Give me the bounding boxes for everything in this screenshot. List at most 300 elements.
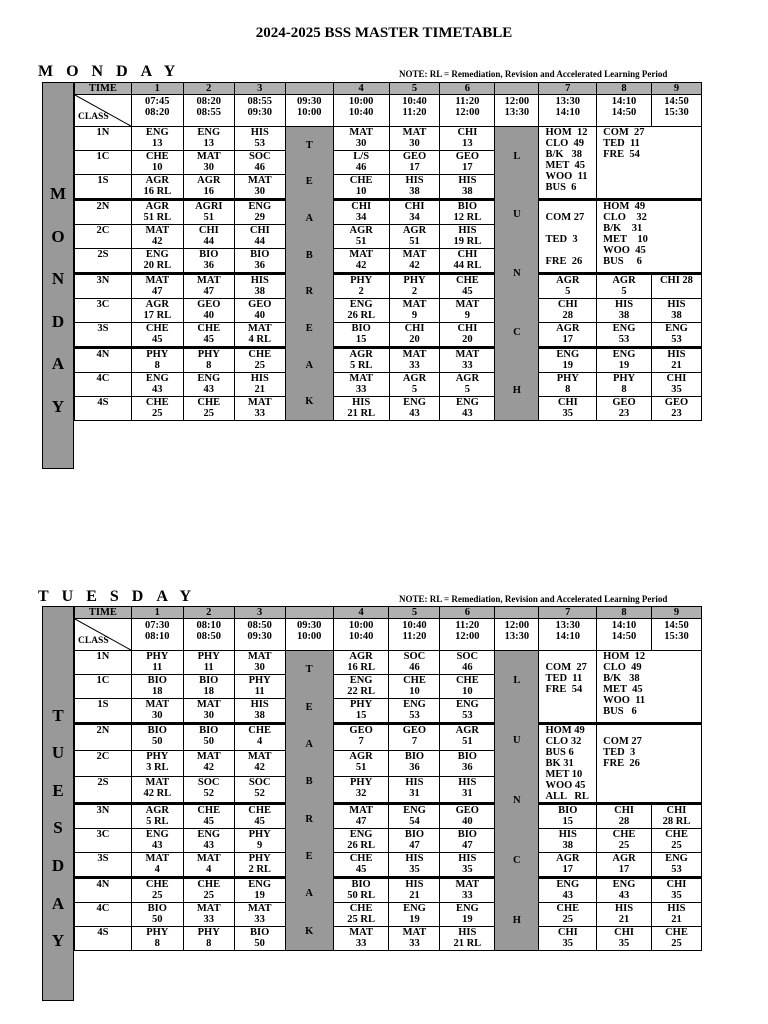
room: 25 xyxy=(618,840,630,851)
room: 42 xyxy=(203,762,214,774)
time-start: 10:40 xyxy=(402,620,427,631)
monday-side-label xyxy=(42,82,74,469)
subject-cell xyxy=(131,699,183,724)
subject-cell xyxy=(440,651,495,675)
subject: ENG xyxy=(403,805,426,816)
subject-cell xyxy=(597,299,652,323)
room: 36 xyxy=(462,762,473,774)
subject-cell xyxy=(440,151,495,175)
subject: ENG xyxy=(145,373,169,384)
subject: CHE xyxy=(197,323,221,334)
lunch-letter: U xyxy=(513,735,521,747)
subject: MAT xyxy=(196,751,221,763)
subject: ENG xyxy=(612,879,636,890)
subject: BIO xyxy=(199,249,219,260)
room: 20 xyxy=(409,334,420,345)
subject: BIO xyxy=(457,829,477,840)
afternoon-options-right: COM 27 TED 11 FRE 54 xyxy=(597,127,702,200)
room: 8 xyxy=(621,384,627,395)
subject: GEO xyxy=(455,151,480,162)
subject: AGR xyxy=(145,805,169,816)
subject-cell xyxy=(333,225,389,249)
subject: MAT xyxy=(402,299,427,310)
subject-cell xyxy=(539,299,597,323)
subject: BIO xyxy=(457,751,477,763)
subject-cell xyxy=(333,348,389,373)
time-slot xyxy=(651,95,701,127)
subject-cell xyxy=(131,151,183,175)
subject-cell xyxy=(539,878,597,903)
room: 31 xyxy=(462,787,473,799)
subject: MAT xyxy=(349,373,374,384)
subject-cell xyxy=(539,323,597,348)
room: 54 xyxy=(409,816,420,827)
subject-cell xyxy=(333,274,389,299)
subject: HIS xyxy=(352,397,371,408)
subject-cell xyxy=(131,348,183,373)
room: 45 xyxy=(254,816,265,827)
subject-cell xyxy=(234,397,285,421)
subject: HIS xyxy=(250,127,269,138)
subject-cell xyxy=(389,878,440,903)
room: 28 RL xyxy=(662,816,691,827)
room: 50 RL xyxy=(347,890,375,901)
time-end: 11:20 xyxy=(402,107,427,118)
subject-cell xyxy=(440,829,495,853)
subject: ENG xyxy=(403,903,426,914)
room: 19 xyxy=(618,360,630,371)
room: 53 xyxy=(671,334,682,345)
subject: CHE xyxy=(349,175,373,186)
subject: CHI xyxy=(666,879,687,890)
subject-cell xyxy=(333,299,389,323)
subject: HIS xyxy=(614,903,634,914)
subject: ENG xyxy=(197,829,221,840)
time-end: 12:00 xyxy=(455,631,480,642)
time-end: 10:00 xyxy=(296,631,322,642)
class-name: 1C xyxy=(75,151,132,175)
subject: PHY xyxy=(350,699,373,710)
subject: CHE xyxy=(403,675,426,686)
subject: ENG xyxy=(349,829,373,840)
subject-cell xyxy=(389,804,440,829)
subject: PHY xyxy=(248,675,271,686)
room: 17 xyxy=(562,334,574,345)
break-letter: A xyxy=(305,359,314,371)
subject-cell xyxy=(234,175,285,200)
subject: HIS xyxy=(667,299,686,310)
room: 28 xyxy=(562,310,574,321)
subject: MAT xyxy=(349,805,373,816)
subject-cell xyxy=(333,878,389,903)
class-name: 3C xyxy=(75,829,132,853)
subject: ENG xyxy=(556,349,580,360)
subject-cell xyxy=(183,348,234,373)
break-letter: T xyxy=(305,139,313,151)
time-slot xyxy=(389,95,440,127)
room: 42 RL xyxy=(143,787,172,799)
subject-cell xyxy=(389,249,440,274)
break-letter: B xyxy=(305,776,313,788)
room: 43 xyxy=(203,384,215,395)
room: 30 xyxy=(152,710,163,721)
time-slot xyxy=(285,95,333,127)
subject: ENG xyxy=(349,675,373,686)
time-start: 07:30 xyxy=(145,620,170,631)
time-header: TIME xyxy=(75,83,132,95)
room: 43 xyxy=(462,408,473,419)
room: 17 xyxy=(409,162,420,173)
time-slot xyxy=(440,95,495,127)
time-slot xyxy=(333,619,389,651)
subject: GEO xyxy=(612,397,636,408)
subject-cell xyxy=(183,903,234,927)
subject-cell xyxy=(131,651,183,675)
subject: L/S xyxy=(353,151,370,162)
room: 38 xyxy=(254,710,265,721)
period-number: 2 xyxy=(183,607,234,619)
time-end: 10:40 xyxy=(348,631,374,642)
subject: CHI xyxy=(457,323,478,334)
room: 5 xyxy=(411,384,418,395)
time-start: 13:30 xyxy=(555,620,581,631)
class-name: 3S xyxy=(75,853,132,878)
room: 29 xyxy=(254,212,266,223)
subject-cell xyxy=(539,903,597,927)
subject-cell xyxy=(131,323,183,348)
subject-cell xyxy=(131,274,183,299)
room: 7 xyxy=(411,736,418,747)
subject: MAT xyxy=(402,349,427,360)
subject: AGR xyxy=(402,373,427,384)
subject: CHE xyxy=(145,879,169,890)
subject: BIO xyxy=(147,675,167,686)
subject-cell xyxy=(597,323,652,348)
room: 5 xyxy=(464,384,470,395)
subject: BIO xyxy=(351,323,371,334)
subject: MAT xyxy=(402,927,427,938)
subject: ENG xyxy=(455,903,479,914)
time-start: 14:10 xyxy=(611,96,637,107)
break-letter: T xyxy=(305,664,313,676)
page-title: 2024-2025 BSS MASTER TIMETABLE xyxy=(255,25,513,41)
subject-cell xyxy=(131,853,183,878)
room: 53 xyxy=(618,334,630,345)
break-column xyxy=(285,127,333,421)
period-number: 1 xyxy=(131,83,183,95)
subject: HIS xyxy=(405,776,424,788)
subject-cell xyxy=(333,675,389,699)
room: 35 xyxy=(462,864,473,875)
room: 30 xyxy=(254,662,265,673)
room: 10 xyxy=(409,686,420,697)
subject-cell xyxy=(131,225,183,249)
subject: HIS xyxy=(405,879,424,890)
subject: ENG xyxy=(403,397,426,408)
subject-cell xyxy=(440,853,495,878)
subject: BIO xyxy=(147,903,167,914)
room: 44 RL xyxy=(453,260,482,271)
subject: MAT xyxy=(196,699,221,710)
subject: GEO xyxy=(197,299,221,310)
subject-cell xyxy=(651,927,701,951)
subject: ENG xyxy=(403,699,426,710)
subject-cell xyxy=(389,200,440,225)
subject: HIS xyxy=(614,299,634,310)
class-name: 1C xyxy=(75,675,132,699)
subject-cell xyxy=(539,804,597,829)
room: 8 xyxy=(154,360,160,371)
room: 26 RL xyxy=(347,310,376,321)
subject: MAT xyxy=(247,323,272,334)
subject-cell xyxy=(131,675,183,699)
time-start: 08:20 xyxy=(196,96,222,107)
lunch-letter: N xyxy=(513,267,521,279)
class-name: 2S xyxy=(75,249,132,274)
room: 33 xyxy=(355,384,367,395)
subject-cell xyxy=(333,724,389,751)
subject: AGR xyxy=(349,751,373,763)
subject-cell xyxy=(389,151,440,175)
subject: BIO xyxy=(558,805,578,816)
subject: CHE xyxy=(455,675,479,686)
room: 35 xyxy=(562,938,574,949)
period-number xyxy=(285,83,333,95)
subject-cell xyxy=(131,200,183,225)
room: 35 xyxy=(562,408,574,419)
time-slot xyxy=(597,95,652,127)
subject: ENG xyxy=(145,127,169,138)
subject-cell xyxy=(183,751,234,777)
room: 13 xyxy=(462,138,473,149)
subject: AGR xyxy=(197,175,221,186)
room: 19 xyxy=(562,360,574,371)
time-start: 11:20 xyxy=(455,96,480,107)
subject-cell xyxy=(234,249,285,274)
room: 53 xyxy=(462,710,473,721)
time-end: 08:20 xyxy=(145,107,170,118)
subject-cell xyxy=(651,397,701,421)
subject: GEO xyxy=(402,151,427,162)
time-start: 10:40 xyxy=(402,96,427,107)
subject-cell xyxy=(597,274,652,299)
subject: SOC xyxy=(248,776,271,788)
room: 50 xyxy=(254,938,265,949)
subject: SOC xyxy=(197,776,220,788)
period-number xyxy=(285,607,333,619)
room: 51 xyxy=(355,762,367,774)
subject-cell xyxy=(234,853,285,878)
subject-cell xyxy=(131,751,183,777)
break-letter: E xyxy=(305,322,313,334)
room: 19 RL xyxy=(453,236,482,247)
room: 33 xyxy=(203,914,214,925)
subject-cell xyxy=(389,675,440,699)
room: 45 xyxy=(355,864,367,875)
room: 25 RL xyxy=(347,914,375,925)
time-start: 09:30 xyxy=(297,96,322,107)
subject-cell xyxy=(597,853,652,878)
time-start: 07:45 xyxy=(145,96,170,107)
class-name: 2N xyxy=(75,724,132,751)
subject-cell xyxy=(183,225,234,249)
subject: PHY xyxy=(146,651,169,662)
subject-cell xyxy=(440,274,495,299)
subject-cell xyxy=(131,373,183,397)
room: 21 RL xyxy=(453,938,482,949)
class-header xyxy=(75,95,132,127)
subject-cell xyxy=(183,127,234,151)
subject: HIS xyxy=(405,853,424,864)
class-label: CLASS xyxy=(78,112,109,122)
time-slot xyxy=(539,619,597,651)
time-start: 08:55 xyxy=(247,96,273,107)
monday-table xyxy=(74,82,702,421)
subject-cell xyxy=(131,903,183,927)
subject: AGR xyxy=(556,275,580,286)
period-number: 7 xyxy=(539,83,597,95)
subject-cell xyxy=(234,299,285,323)
day-letter: N xyxy=(51,269,65,289)
day-letter: S xyxy=(53,818,63,838)
period-number: 9 xyxy=(651,83,701,95)
subject: ENG xyxy=(455,699,479,710)
room: 38 xyxy=(254,286,266,297)
break-letter: E xyxy=(305,701,313,713)
room: 17 RL xyxy=(143,310,172,321)
period-number: 6 xyxy=(440,83,495,95)
lunch-letter: L xyxy=(513,675,521,687)
day-letter: E xyxy=(52,780,64,800)
class-name: 1N xyxy=(75,127,132,151)
subject: CHI xyxy=(614,927,634,938)
period-number: 5 xyxy=(389,83,440,95)
subject-cell xyxy=(597,903,652,927)
subject-cell xyxy=(389,699,440,724)
room: 11 xyxy=(203,662,214,673)
room: 52 xyxy=(203,787,214,799)
subject: CHI xyxy=(457,127,478,138)
room: 38 xyxy=(562,840,574,851)
class-name: 3N xyxy=(75,274,132,299)
lunch-letter: L xyxy=(513,150,521,162)
time-slot xyxy=(651,619,701,651)
subject: ENG xyxy=(665,323,688,334)
room: 35 xyxy=(618,938,630,949)
room: 25 xyxy=(671,840,682,851)
time-start: 14:50 xyxy=(664,620,689,631)
subject: CHE xyxy=(612,829,636,840)
subject-cell xyxy=(333,804,389,829)
subject: AGR xyxy=(145,299,169,310)
subject-cell xyxy=(651,829,701,853)
room: 51 xyxy=(203,212,215,223)
room: 25 xyxy=(671,938,682,949)
room: 21 xyxy=(671,914,682,925)
subject: CHI xyxy=(351,201,372,212)
room: 16 xyxy=(203,186,215,197)
time-end: 08:10 xyxy=(145,631,170,642)
note-text: NOTE: RL = Remediation, Revision and Accelerated Learning Period xyxy=(399,594,668,604)
subject: AGR xyxy=(402,225,427,236)
room: 38 xyxy=(671,310,682,321)
room: 22 RL xyxy=(347,686,375,697)
subject-cell xyxy=(440,348,495,373)
subject-cell xyxy=(183,299,234,323)
subject: AGR xyxy=(145,201,169,212)
subject-cell xyxy=(183,804,234,829)
subject-cell xyxy=(597,397,652,421)
period-number: 8 xyxy=(597,607,652,619)
class-name: 4C xyxy=(75,903,132,927)
subject-cell xyxy=(440,927,495,951)
break-letter: A xyxy=(305,213,314,225)
subject: MAT xyxy=(247,175,272,186)
subject-cell xyxy=(183,853,234,878)
subject: ENG xyxy=(197,127,221,138)
day-letter: Y xyxy=(51,931,65,951)
subject-cell xyxy=(651,903,701,927)
room: 8 xyxy=(206,938,212,949)
subject: CHE xyxy=(197,879,221,890)
subject: MAT xyxy=(145,699,170,710)
period-number: 3 xyxy=(234,607,285,619)
subject: ENG xyxy=(612,349,636,360)
subject: CHI xyxy=(557,397,578,408)
time-end: 13:30 xyxy=(504,631,530,642)
subject: MAT xyxy=(349,927,373,938)
subject: HIS xyxy=(558,829,577,840)
subject-cell xyxy=(389,651,440,675)
subject: PHY xyxy=(197,927,220,938)
subject-cell xyxy=(539,829,597,853)
room: 9 xyxy=(464,310,470,321)
subject: AGR xyxy=(349,225,373,236)
room: 8 xyxy=(565,384,571,395)
lunch-letter: N xyxy=(513,794,521,806)
lunch-letter: H xyxy=(512,914,521,926)
room: 8 xyxy=(206,360,212,371)
room: 47 xyxy=(355,816,367,827)
subject-cell xyxy=(389,853,440,878)
subject-cell xyxy=(333,323,389,348)
subject: AGR xyxy=(349,651,373,662)
subject: AGR xyxy=(612,275,636,286)
room: 50 xyxy=(152,736,163,747)
subject-cell xyxy=(131,299,183,323)
time-slot xyxy=(131,95,183,127)
room: 4 xyxy=(257,736,263,747)
subject: MAT xyxy=(196,275,221,286)
day-letter: T xyxy=(52,705,64,725)
subject-cell xyxy=(651,373,701,397)
class-name: 3C xyxy=(75,299,132,323)
time-end: 14:50 xyxy=(611,631,637,642)
room: 30 xyxy=(203,710,214,721)
subject: MAT xyxy=(247,903,272,914)
room: 30 xyxy=(203,162,215,173)
subject-cell xyxy=(131,397,183,421)
time-start: 10:00 xyxy=(348,96,374,107)
period-number: 4 xyxy=(333,607,389,619)
subject: ENG xyxy=(612,323,636,334)
room: 21 xyxy=(671,360,682,371)
room: 10 xyxy=(152,162,163,173)
room: 25 xyxy=(562,914,574,925)
subject: BIO xyxy=(351,879,371,890)
subject: AGR xyxy=(556,323,580,334)
room: 30 xyxy=(254,186,266,197)
